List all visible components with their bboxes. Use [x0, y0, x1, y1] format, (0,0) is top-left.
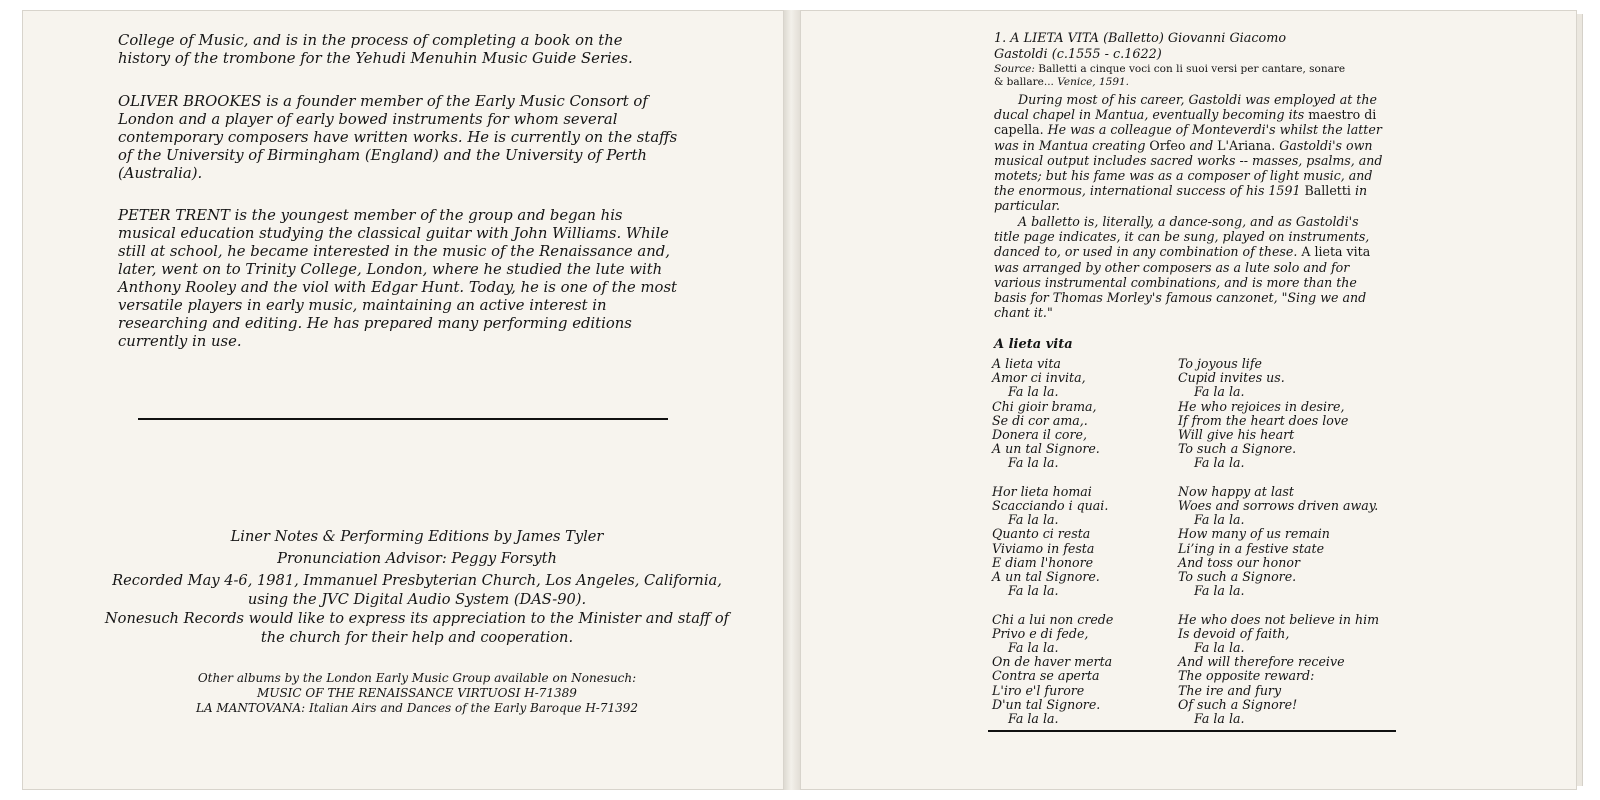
work-orfeo: Orfeo	[1149, 137, 1186, 153]
paragraph-career	[994, 92, 1386, 214]
other-album-1: MUSIC OF THE RENAISSANCE VIRTUOSI H-71389	[257, 686, 577, 700]
work-lieta-vita: A lieta vita	[1301, 244, 1371, 260]
work-ariana: L'Ariana.	[1217, 137, 1276, 153]
source-text: Balletti a cinque voci con li suoi versi per cantare, sonare	[1038, 63, 1346, 75]
paragraph-career-a: During most of his career, Gastoldi was employed at the ducal chapel in Mantua, eventually becoming its	[994, 92, 1377, 123]
paragraph-career-c: Gastoldi's own musical output includes sacred works -- masses, psalms, and motets; but his fame was as a composer of light music, and the enormous, international success of his 1591	[994, 137, 1383, 199]
credit-liner-notes: Liner Notes & Performing Editions by James Tyler	[230, 528, 604, 545]
source-text-2: & ballare...	[994, 76, 1054, 88]
paragraph-balletto-a: A balletto is, literally, a dance-song, and as Gastoldi's title page indicates, it can be sung, played on instruments, danced to, or used in any combination of these.	[994, 214, 1370, 260]
piece-source	[994, 63, 1384, 89]
paragraph-career-and: and	[1189, 137, 1214, 153]
other-albums-intro: Other albums by the London Early Music Group available on Nonesuch:	[197, 671, 637, 685]
piece-composer-dates: Gastoldi (c.1555 - c.1622)	[994, 47, 1162, 62]
paragraph-balletto-b: was arranged by other composers as a lute solo and for various instrumental combinations, and is more than the basis for Thomas Morley's famous canzonet, "Sing we and chant it."	[994, 259, 1367, 321]
right-divider	[988, 730, 1396, 732]
credit-acknowledgement: Nonesuch Records would like to express its appreciation to the Minister and staff of the church for their help and cooperation.	[104, 610, 730, 646]
credit-pronunciation: Pronunciation Advisor: Peggy Forsyth	[277, 550, 557, 567]
work-balletti: Balletti	[1304, 183, 1351, 199]
other-album-2: LA MANTOVANA: Italian Airs and Dances of the Early Baroque H-71392	[195, 701, 639, 715]
paragraph-career-b: He was a colleague of Monteverdi's whilst the latter was in Mantua creating	[994, 122, 1382, 153]
page-edge	[1577, 14, 1583, 786]
bio-peter-trent: PETER TRENT is the youngest member of the group and began his musical education studying the classical guitar with John Williams. While still at school, he became interested in the music of the Renaissance and, later, went on to Trinity College, London, where he studied the lute with Anthony Rooley and the viol with Edgar Hunt. Today, he is one of the most versatile players in early music, maintaining an active interest in researching and editing. He has prepared many performing editions currently in use.	[118, 207, 677, 350]
piece-title-name: 1. A LIETA VITA (Balletto)	[994, 31, 1164, 46]
lyrics-italian: A lieta vita Amor ci invita, Fa la la. Chi gioir brama, Se di cor ama,. Donera il core, A un tal Signore. Fa la la. Hor lieta homai Scacciando i quai. Fa la la. Quanto ci resta Viviamo in festa E diam l'honore A un tal Signore. Fa la la. Chi a lui non crede Privo e di fede, Fa la la. On de haver merta Contra se aperta L'iro e'l furore D'un tal Signore. Fa la la.	[992, 356, 1114, 727]
paragraph-balletto	[994, 214, 1386, 320]
left-divider	[138, 418, 668, 420]
piece-title	[994, 31, 1384, 47]
credit-recording: Recorded May 4-6, 1981, Immanuel Presbyterian Church, Los Angeles, California, using the JVC Digital Audio System (DAS-90).	[112, 572, 722, 608]
bio-intro: College of Music, and is in the process of completing a book on the history of the trombone for the Yehudi Menuhin Music Guide Series.	[118, 32, 633, 67]
source-label: Source:	[994, 63, 1035, 75]
lyrics-heading: A lieta vita	[994, 337, 1073, 352]
maestro-term: maestro di capella.	[994, 107, 1377, 138]
piece-composer-first: Giovanni Giacomo	[1167, 31, 1287, 46]
lyrics-english: To joyous life Cupid invites us. Fa la la. He who rejoices in desire, If from the heart does love Will give his heart To such a Signore. Fa la la. Now happy at last Woes and sorrows driven away. Fa la la. How many of us remain Li’ing in a festive state And toss our honor To such a Signore. Fa la la. He who does not believe in him Is devoid of faith, Fa la la. And will therefore receive The opposite reward: The ire and fury Of such a Signore! Fa la la.	[1178, 356, 1380, 727]
booklet-spine	[784, 10, 800, 790]
paragraph-career-d: in particular.	[994, 183, 1368, 214]
bio-oliver-brookes: OLIVER BROOKES is a founder member of the Early Music Consort of London and a player of early bowed instruments for whom several contemporary composers have written works. He is currently on the staffs of the University of Birmingham (England) and the University of Perth (Australia).	[118, 93, 678, 182]
source-place: Venice, 1591.	[1057, 76, 1130, 88]
